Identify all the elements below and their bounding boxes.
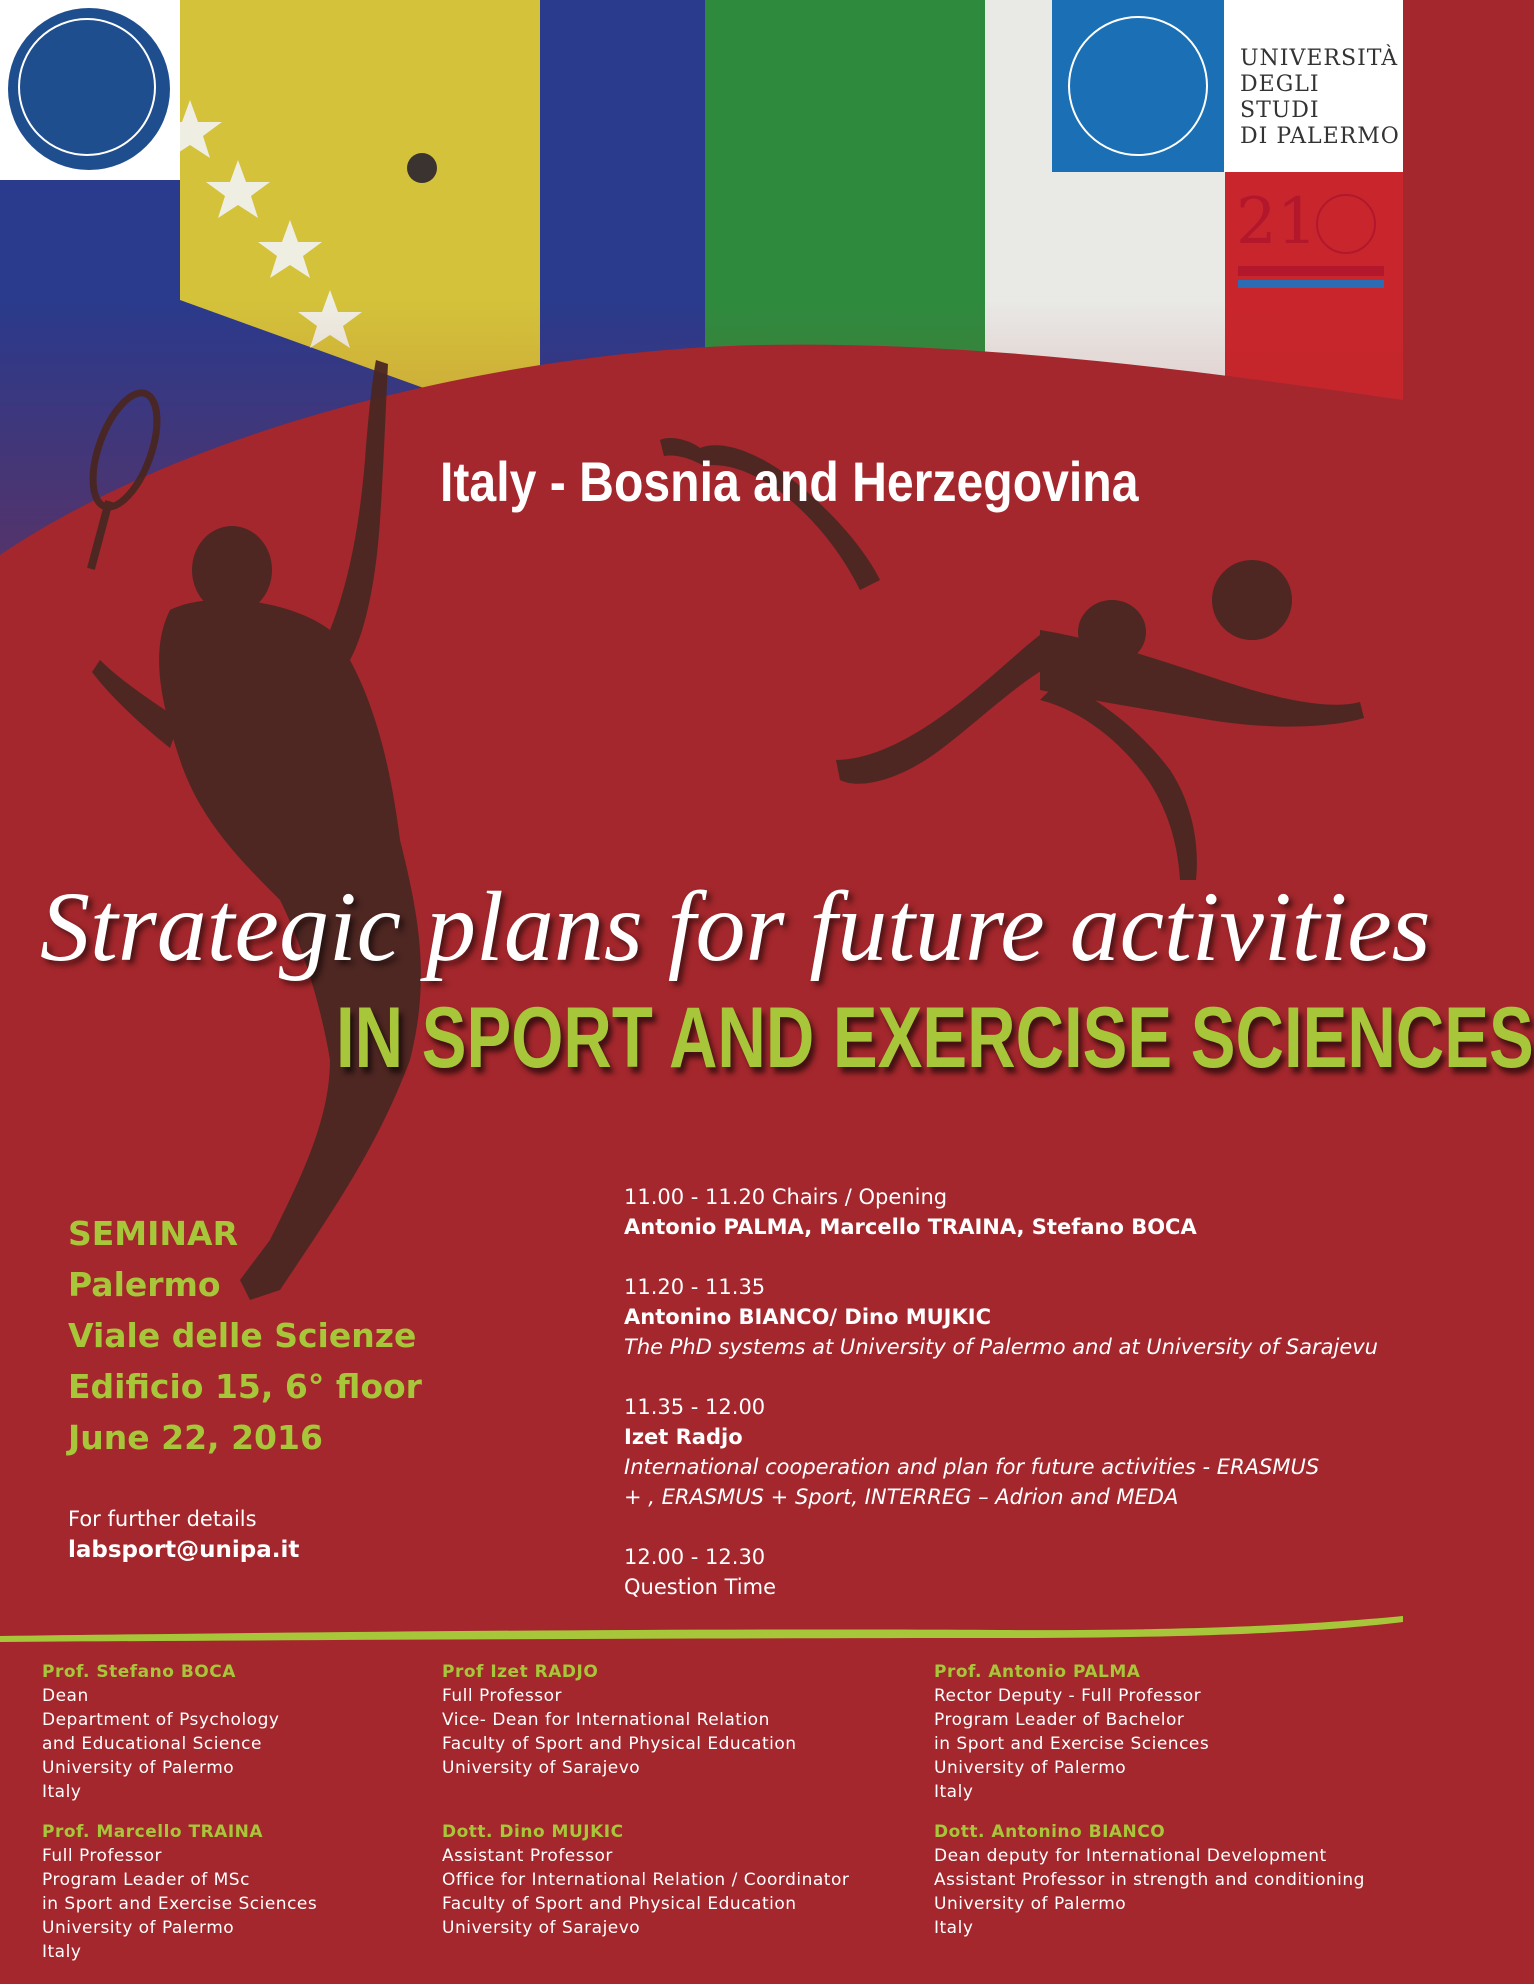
main-subtitle: IN SPORT AND EXERCISE SCIENCES (336, 990, 1534, 1086)
main-title: Strategic plans for future activities (40, 871, 1431, 982)
seminar-building: Edificio 15, 6° floor (68, 1367, 422, 1406)
person-card: Prof. Stefano BOCA Dean Department of Psychology and Educational Science University of Palermo Italy (42, 1660, 372, 1804)
seminar-label: SEMINAR (68, 1214, 238, 1253)
contact-email[interactable]: labsport@unipa.it (68, 1537, 300, 1563)
program-slot (624, 1392, 1384, 1512)
person-name: Prof. Marcello TRAINA (42, 1822, 264, 1842)
anniversary-seal (1316, 194, 1376, 254)
contact-label: For further details (68, 1507, 257, 1531)
seminar-date: June 22, 2016 (68, 1418, 323, 1457)
palermo-university-logo (1052, 0, 1403, 172)
people-column-3 (934, 1660, 1394, 1956)
person-name: Dott. Dino MUJKIC (442, 1822, 624, 1842)
seminar-street: Viale delle Scienze (68, 1316, 417, 1355)
slot-time: 12.00 - 12.30 (624, 1545, 766, 1569)
seminar-info (68, 1208, 428, 1463)
people-column-1 (42, 1660, 372, 1980)
person-card: Prof. Antonio PALMA Rector Deputy - Full Professor Program Leader of Bachelor in Sport and Exercise Sciences University of Palermo Italy (934, 1660, 1394, 1804)
slot-time: 11.00 - 11.20 Chairs / Opening (624, 1185, 948, 1209)
green-swoosh-divider (0, 1610, 1403, 1650)
palermo-seal (1052, 0, 1224, 172)
person-name: Dott. Antonino BIANCO (934, 1822, 1166, 1842)
palermo-university-name: UNIVERSITÀ DEGLI STUDI DI PALERMO (1240, 46, 1400, 149)
anniversary-number: 21 (1236, 185, 1318, 259)
slot-topic: International cooperation and plan for future activities - ERASMUS + , ERASMUS + Sport, INTERREG – Adrion and MEDA (624, 1455, 1320, 1509)
program-slot (624, 1272, 1384, 1362)
headline-countries: Italy - Bosnia and Herzegovina (440, 450, 1139, 513)
slot-time: 11.20 - 11.35 (624, 1275, 766, 1299)
slot-speaker: Izet Radjo (624, 1425, 743, 1449)
program-slot (624, 1182, 1384, 1242)
slot-speaker: Antonino BIANCO/ Dino MUJKIC (624, 1305, 991, 1329)
person-card: Dott. Dino MUJKIC Assistant Professor Office for International Relation / Coordinator Faculty of Sport and Physical Education University of Sarajevo (442, 1820, 912, 1940)
slot-speaker: Question Time (624, 1575, 776, 1599)
sarajevo-seal-ring (18, 18, 156, 156)
palermo-anniversary-logo (1236, 186, 1384, 296)
people-column-2 (442, 1660, 912, 1956)
person-card: Dott. Antonino BIANCO Dean deputy for International Development Assistant Professor in strength and conditioning University of Palermo Italy (934, 1820, 1394, 1940)
person-name: Prof Izet RADJO (442, 1662, 599, 1682)
person-name: Prof. Stefano BOCA (42, 1662, 236, 1682)
sarajevo-faculty-logo (0, 0, 180, 180)
person-card: Prof. Marcello TRAINA Full Professor Program Leader of MSc in Sport and Exercise Sciences University of Palermo Italy (42, 1820, 372, 1964)
person-card: Prof Izet RADJO Full Professor Vice- Dean for International Relation Faculty of Sport and Physical Education University of Sarajevo (442, 1660, 912, 1780)
program-slot (624, 1542, 1384, 1602)
seminar-city: Palermo (68, 1265, 221, 1304)
slot-time: 11.35 - 12.00 (624, 1395, 766, 1419)
contact-info (68, 1504, 428, 1566)
program-schedule (624, 1182, 1384, 1632)
slot-speaker: Antonio PALMA, Marcello TRAINA, Stefano BOCA (624, 1215, 1197, 1239)
person-name: Prof. Antonio PALMA (934, 1662, 1141, 1682)
slot-topic: The PhD systems at University of Palermo and at University of Sarajevu (624, 1335, 1378, 1359)
